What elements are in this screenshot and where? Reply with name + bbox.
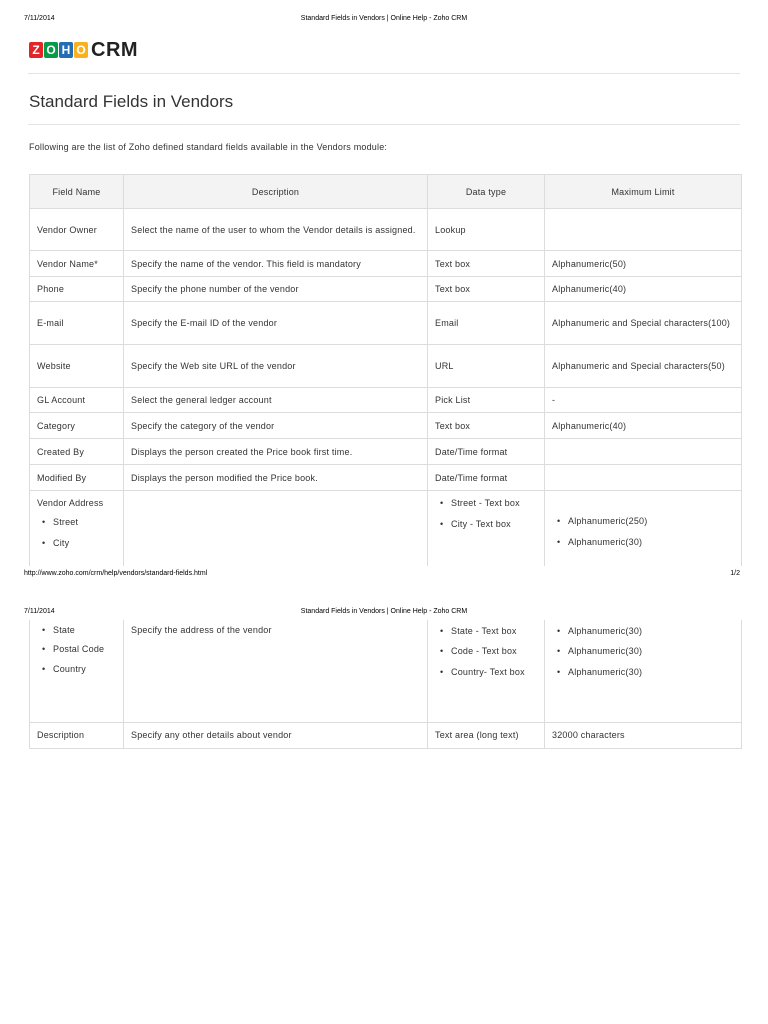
print-url[interactable]: http://www.zoho.com/crm/help/vendors/standard-fields.html <box>24 570 208 577</box>
print-date: 7/11/2014 <box>24 608 55 615</box>
address-field-label: Vendor Address <box>37 498 104 508</box>
table-row <box>30 302 742 345</box>
table-row <box>30 277 742 302</box>
description-cell: Specify any other details about vendor <box>124 722 428 748</box>
max-limit-cell: Alphanumeric and Special characters(50) <box>545 345 742 388</box>
data-type-cell: Text box <box>428 277 545 302</box>
max-limit-cell: Alphanumeric(40) <box>545 277 742 302</box>
field-name-cell <box>30 620 124 722</box>
address-type-list <box>435 494 537 533</box>
field-name-cell: Modified By <box>30 465 124 491</box>
data-type-cell: URL <box>428 345 545 388</box>
description-cell: Specify the Web site URL of the vendor <box>124 345 428 388</box>
max-limit-cell: Alphanumeric and Special characters(100) <box>545 302 742 345</box>
print-title: Standard Fields in Vendors | Online Help - Zoho CRM <box>300 608 468 615</box>
page-title: Standard Fields in Vendors <box>29 92 234 111</box>
logo-tile: O <box>74 42 88 58</box>
table-row-vendor-address <box>30 491 742 567</box>
table-row <box>30 388 742 413</box>
data-type-cell: Email <box>428 302 545 345</box>
field-name-cell: Website <box>30 345 124 388</box>
table-row <box>30 722 742 748</box>
data-type-cell: Text box <box>428 251 545 277</box>
address-type: • City - Text box <box>435 515 537 533</box>
address-type: • Code - Text box <box>435 641 537 661</box>
data-type-cell: Pick List <box>428 388 545 413</box>
print-footer <box>24 570 740 580</box>
address-limit: • Alphanumeric(30) <box>552 641 734 662</box>
print-title: Standard Fields in Vendors | Online Help - Zoho CRM <box>300 15 468 22</box>
address-subfield-list <box>37 620 116 679</box>
description-cell: Specify the address of the vendor <box>124 620 428 722</box>
description-cell: Displays the person modified the Price book. <box>124 465 428 491</box>
max-limit-cell <box>545 491 742 567</box>
table-row <box>30 209 742 251</box>
standard-fields-table <box>29 174 742 566</box>
table-row-vendor-address-continued <box>30 620 742 722</box>
table-row <box>30 345 742 388</box>
address-subfield: • City <box>37 533 116 554</box>
address-limit: • Alphanumeric(250) <box>552 511 734 532</box>
print-date: 7/11/2014 <box>24 15 55 22</box>
logo-tile: H <box>59 42 73 58</box>
max-limit-cell: Alphanumeric(50) <box>545 251 742 277</box>
address-type: • State - Text box <box>435 621 537 641</box>
table-row <box>30 439 742 465</box>
logo-tile: O <box>44 42 58 58</box>
field-name-cell: Phone <box>30 277 124 302</box>
address-limit-list <box>552 511 734 553</box>
print-header <box>24 608 740 618</box>
address-type-list <box>435 621 537 681</box>
data-type-cell: Lookup <box>428 209 545 251</box>
address-limit: • Alphanumeric(30) <box>552 621 734 641</box>
table-row <box>30 251 742 277</box>
address-subfield: • Postal Code <box>37 640 116 659</box>
address-limit: • Alphanumeric(30) <box>552 532 734 553</box>
address-limit-list <box>552 621 734 683</box>
data-type-cell: Text box <box>428 413 545 439</box>
table-row <box>30 465 742 491</box>
address-type: • Country- Text box <box>435 663 537 681</box>
field-name-cell: Category <box>30 413 124 439</box>
field-name-cell: Vendor Owner <box>30 209 124 251</box>
column-header: Maximum Limit <box>545 175 742 209</box>
table-header-row <box>30 175 742 209</box>
max-limit-cell <box>545 620 742 722</box>
description-cell: Displays the person created the Price book first time. <box>124 439 428 465</box>
max-limit-cell: 32000 characters <box>545 722 742 748</box>
intro-text: Following are the list of Zoho defined standard fields available in the Vendors module: <box>29 142 388 152</box>
description-cell: Specify the E-mail ID of the vendor <box>124 302 428 345</box>
max-limit-cell <box>545 439 742 465</box>
data-type-cell <box>428 491 545 567</box>
max-limit-cell <box>545 465 742 491</box>
max-limit-cell: - <box>545 388 742 413</box>
address-subfield-list <box>37 512 116 554</box>
field-name-cell: E-mail <box>30 302 124 345</box>
logo-tile: Z <box>29 42 43 58</box>
field-name-cell: Description <box>30 722 124 748</box>
field-name-cell <box>30 491 124 567</box>
description-cell: Select the general ledger account <box>124 388 428 413</box>
field-name-cell: Vendor Name* <box>30 251 124 277</box>
column-header: Data type <box>428 175 545 209</box>
address-limit: • Alphanumeric(30) <box>552 662 734 683</box>
field-name-cell: GL Account <box>30 388 124 413</box>
description-cell <box>124 491 428 567</box>
data-type-cell: Text area (long text) <box>428 722 545 748</box>
max-limit-cell: Alphanumeric(40) <box>545 413 742 439</box>
data-type-cell <box>428 620 545 722</box>
description-cell: Select the name of the user to whom the Vendor details is assigned. <box>124 209 428 251</box>
data-type-cell: Date/Time format <box>428 465 545 491</box>
description-cell: Specify the phone number of the vendor <box>124 277 428 302</box>
column-header: Description <box>124 175 428 209</box>
max-limit-cell <box>545 209 742 251</box>
data-type-cell: Date/Time format <box>428 439 545 465</box>
logo-text: CRM <box>91 38 139 61</box>
address-subfield: • Street <box>37 512 116 533</box>
column-header: Field Name <box>30 175 124 209</box>
description-cell: Specify the category of the vendor <box>124 413 428 439</box>
address-subfield: • State <box>37 620 116 640</box>
field-name-cell: Created By <box>30 439 124 465</box>
standard-fields-table-continued <box>29 620 742 749</box>
address-type: • Street - Text box <box>435 494 537 512</box>
description-cell: Specify the name of the vendor. This field is mandatory <box>124 251 428 277</box>
address-subfield: • Country <box>37 659 116 679</box>
table-row <box>30 413 742 439</box>
print-page-number: 1/2 <box>730 570 740 577</box>
